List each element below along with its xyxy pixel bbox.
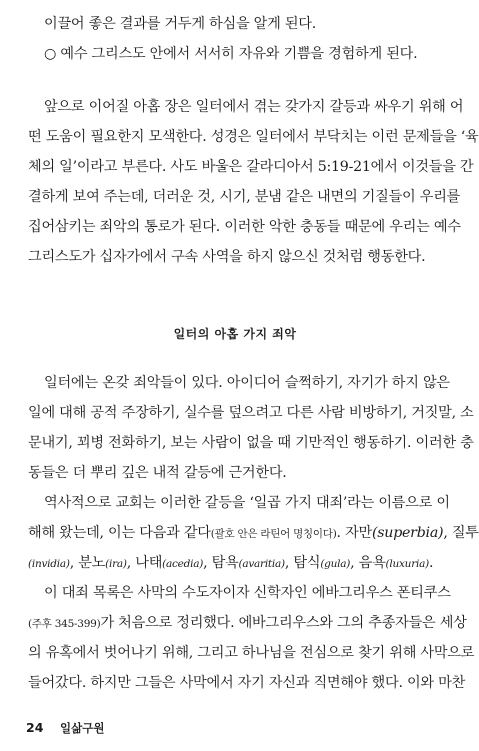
text-run: , 음욕 — [350, 555, 386, 571]
paragraph-line: 일에 대해 공적 주장하기, 실수를 덮으려고 다른 사람 비방하기, 거짓말, 소 — [28, 405, 474, 421]
text-run: 해해 왔는데, 이는 다음과 같다 — [28, 525, 211, 541]
paragraph-line: 이 대죄 목록은 사막의 수도자이자 신학자인 에바그리우스 폰티쿠스 — [44, 585, 451, 601]
running-title: 일삶구원 — [60, 721, 105, 735]
latin-term: (ira) — [105, 558, 127, 570]
text-run: . 자만 — [336, 525, 372, 541]
text-run: , 탐욕 — [203, 555, 239, 571]
paragraph-line: 집어삼키는 죄악의 통로가 된다. 이러한 악한 충동들 때문에 우리는 예수 — [28, 219, 461, 235]
text-run: , 질투 — [443, 525, 479, 541]
text-run: . — [428, 555, 434, 571]
paragraph-line — [28, 523, 479, 544]
page-number: 24 — [26, 720, 44, 735]
paragraph-line — [28, 553, 442, 574]
paragraph-line: 일터에는 온갖 죄악들이 있다. 아이디어 슬쩍하기, 자기가 하지 않은 — [44, 375, 450, 391]
paragraph-line: 역사적으로 교회는 이러한 갈등을 ‘일곱 가지 대죄’라는 이름으로 이 — [44, 495, 450, 511]
latin-term: (gula) — [320, 558, 351, 570]
paragraph-line: 앞으로 이어질 아홉 장은 일터에서 겪는 갖가지 갈등과 싸우기 위해 어 — [44, 99, 464, 115]
paragraph-line: 결하게 보여 주는데, 더러운 것, 시기, 분냄 같은 내면의 기질들이 우리를 — [28, 189, 461, 205]
paragraph-line: 떤 도움이 필요한지 모색한다. 성경은 일터에서 부닥치는 이런 문제들을 ‘육 — [28, 129, 479, 145]
paragraph-line: 그리스도가 십자가에서 구속 사역을 하지 않으신 것처럼 행동한다. — [28, 249, 426, 265]
intro-bullet: ○ 예수 그리스도 안에서 서서히 자유와 기쁨을 경험하게 된다. — [44, 46, 418, 62]
text-run: 가 처음으로 정리했다. 에바그리우스와 그의 추종자들은 세상 — [100, 615, 467, 631]
latin-term: (luxuria) — [385, 558, 429, 570]
latin-term: (superbia) — [371, 525, 444, 541]
latin-term: (invidia) — [28, 558, 70, 570]
note-run: (괄호 안은 라틴어 명칭이다) — [210, 528, 337, 540]
paragraph-line: 체의 일’이라고 부른다. 사도 바울은 갈라디아서 5:19-21에서 이것들을 간 — [28, 159, 474, 175]
text-run: , 분노 — [69, 555, 106, 571]
section-heading: 일터의 아홉 가지 죄악 — [173, 327, 297, 341]
paragraph-line: 문내기, 꾀병 전화하기, 보는 사람이 없을 때 기만적인 행동하기. 이러한 충 — [28, 435, 474, 451]
latin-term: (acedia) — [162, 558, 204, 570]
text-run: , 나태 — [126, 555, 163, 571]
paragraph-line: 의 유혹에서 벗어나기 위해, 그리고 하나님을 전심으로 찾기 위해 사막으로 — [28, 645, 475, 661]
paragraph-line — [28, 613, 467, 634]
note-run: (주후 345-399) — [28, 618, 101, 630]
paragraph-line: 동들은 더 뿌리 깊은 내적 갈등에 근거한다. — [28, 465, 287, 481]
intro-line: 이끌어 좋은 결과를 거두게 하심을 알게 된다. — [44, 16, 317, 32]
text-run: , 탐식 — [284, 555, 321, 571]
latin-term: (avaritia) — [238, 558, 285, 570]
paragraph-line: 들어갔다. 하지만 그들은 사막에서 자기 자신과 직면해야 했다. 이와 마찬 — [28, 675, 466, 691]
